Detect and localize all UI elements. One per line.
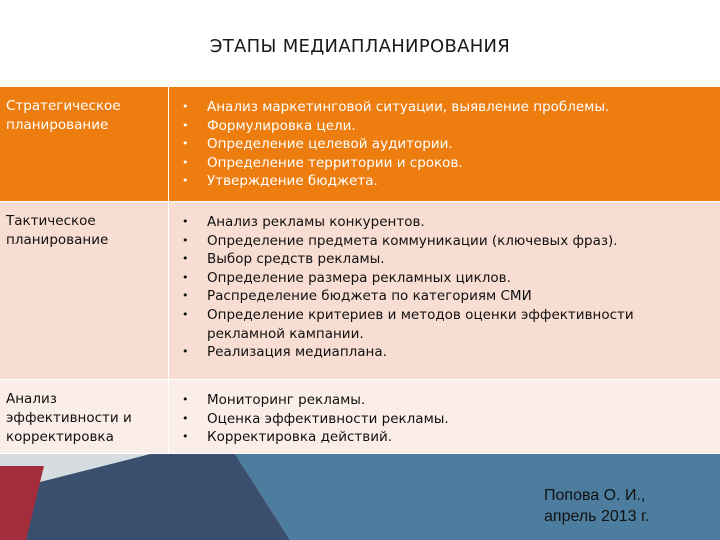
list-item: • Анализ рекламы конкурентов. [182, 214, 425, 230]
slide-title: ЭТАПЫ МЕДИАПЛАНИРОВАНИЯ [209, 36, 511, 57]
table-row-tactical [0, 202, 720, 380]
stage-steps [169, 380, 720, 453]
list-item: • Мониторинг рекламы. [182, 392, 366, 408]
stage-steps [169, 87, 720, 201]
list-item: • Утверждение бюджета. [182, 173, 378, 190]
stage-label: Анализ эффективности и корректировка [0, 380, 169, 453]
list-item: • Выбор средств рекламы. [182, 251, 385, 268]
bullet-icon: • [182, 252, 189, 266]
stage-steps [169, 202, 720, 379]
bullet-icon: • [182, 100, 189, 113]
stage-label: Стратегическое планирование [0, 87, 169, 201]
list-item: • Определение территории и сроков. [182, 154, 463, 171]
author-name: Попова О. И., [544, 487, 646, 504]
list-item: • Корректировка действий. [182, 429, 393, 446]
list-item: • Формулировка цели. [182, 117, 356, 134]
bullet-icon: • [182, 430, 189, 444]
bullet-icon: • [182, 289, 189, 303]
table-row-analysis [0, 380, 720, 454]
bullet-icon: • [182, 174, 189, 188]
list-item: • Определение целевой аудитории. [182, 136, 453, 153]
table-row-strategic [0, 87, 720, 202]
list-item: • Реализация медиаплана. [182, 344, 387, 361]
list-item: • Определение размера рекламных циклов. [182, 269, 511, 286]
stage-label: Тактическое планирование [0, 202, 169, 379]
list-item: • Анализ маркетинговой ситуации, выявление проблемы. [182, 99, 610, 115]
author-date: апрель 2013 г. [544, 508, 650, 525]
bullet-icon: • [182, 307, 189, 321]
bullet-icon: • [182, 118, 189, 132]
bullet-icon: • [182, 270, 189, 284]
list-item: • Оценка эффективности рекламы. [182, 410, 449, 427]
bullet-icon: • [182, 393, 189, 406]
author-signature [544, 485, 704, 527]
bullet-icon: • [182, 233, 189, 247]
list-item: • Распределение бюджета по категориям СМИ [182, 288, 532, 305]
bullet-icon: • [182, 411, 189, 425]
stages-table [0, 86, 720, 454]
list-item: • Определение критериев и методов оценки эффективности рекламной кампании. [182, 306, 634, 342]
bullet-icon: • [182, 155, 189, 169]
list-item: • Определение предмета коммуникации (ключевых фраз). [182, 232, 618, 249]
bullet-icon: • [182, 137, 189, 151]
bullet-icon: • [182, 215, 189, 228]
bullet-icon: • [182, 345, 189, 359]
